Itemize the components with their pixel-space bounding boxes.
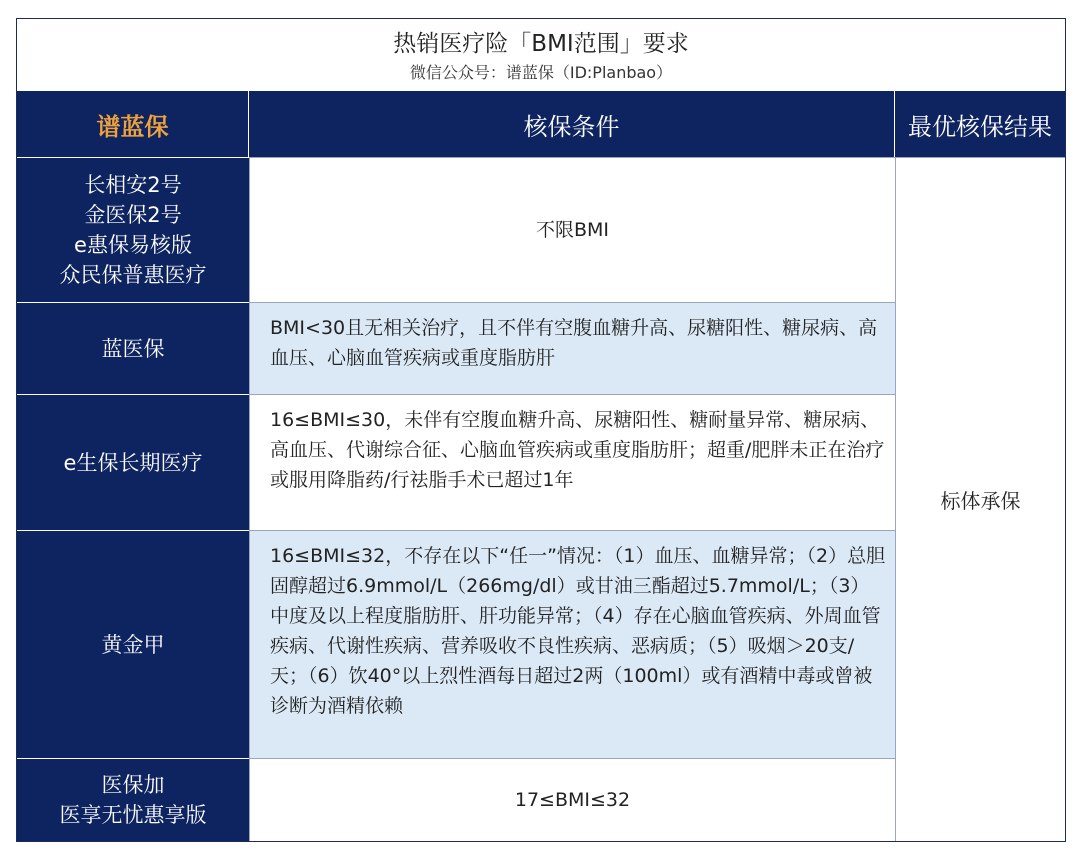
- row-4-condition: 16≤BMI≤32，不存在以下“任一”情况：（1）血压、血糖异常；（2）总胆固醇超过6.9mmol/L（266mg/dl）或甘油三酯超过5.7mmol/L；（3）中度及以上程度脂肪肝、肝功能异常；（4）存在心脑血管疾病、外周血管疾病、代谢性疾病、营养吸收不良性疾病、恶病质；（5）吸烟＞20支/天；（6）饮40°以上烈性酒每日超过2两（100ml）或有酒精中毒或曾被诊断为酒精依赖: [249, 530, 895, 758]
- product-name: 金医保2号: [84, 203, 182, 227]
- product-name: 蓝医保: [101, 336, 165, 361]
- product-name: 长相安2号: [84, 173, 182, 197]
- row-5-product-names: [17, 758, 249, 841]
- column-header-result: 最优核保结果: [895, 91, 1065, 157]
- row-1-condition: 不限BMI: [249, 157, 895, 302]
- page-subtitle: 微信公众号：谱蓝保（ID:Planbao）: [409, 63, 673, 82]
- product-name: e生保长期医疗: [63, 450, 203, 475]
- column-header-condition: 核保条件: [249, 91, 895, 157]
- row-4-product-names: [17, 530, 249, 758]
- underwriting-result: 标体承保: [895, 157, 1065, 841]
- row-5-condition: 17≤BMI≤32: [249, 758, 895, 841]
- product-name: e惠保易核版: [74, 233, 192, 257]
- row-3-product-names: [17, 394, 249, 530]
- product-name: 黄金甲: [101, 632, 165, 657]
- bmi-requirements-table-frame: [16, 18, 1066, 842]
- title-block: [17, 19, 1065, 91]
- page-title: 热销医疗险「BMI范围」要求: [393, 31, 689, 57]
- row-1-product-names: [17, 157, 249, 302]
- column-header-brand: 谱蓝保: [17, 91, 249, 157]
- product-name: 医保加: [101, 773, 165, 797]
- product-name: 众民保普惠医疗: [59, 263, 207, 287]
- product-name: 医享无忧惠享版: [59, 803, 207, 827]
- row-2-product-names: [17, 302, 249, 394]
- row-2-condition: BMI<30且无相关治疗，且不伴有空腹血糖升高、尿糖阳性、糖尿病、高血压、心脑血管疾病或重度脂肪肝: [249, 302, 895, 394]
- row-3-condition: 16≤BMI≤30，未伴有空腹血糖升高、尿糖阳性、糖耐量异常、糖尿病、高血压、代谢综合征、心脑血管疾病或重度脂肪肝；超重/肥胖未正在治疗或服用降脂药/行祛脂手术已超过1年: [249, 394, 895, 530]
